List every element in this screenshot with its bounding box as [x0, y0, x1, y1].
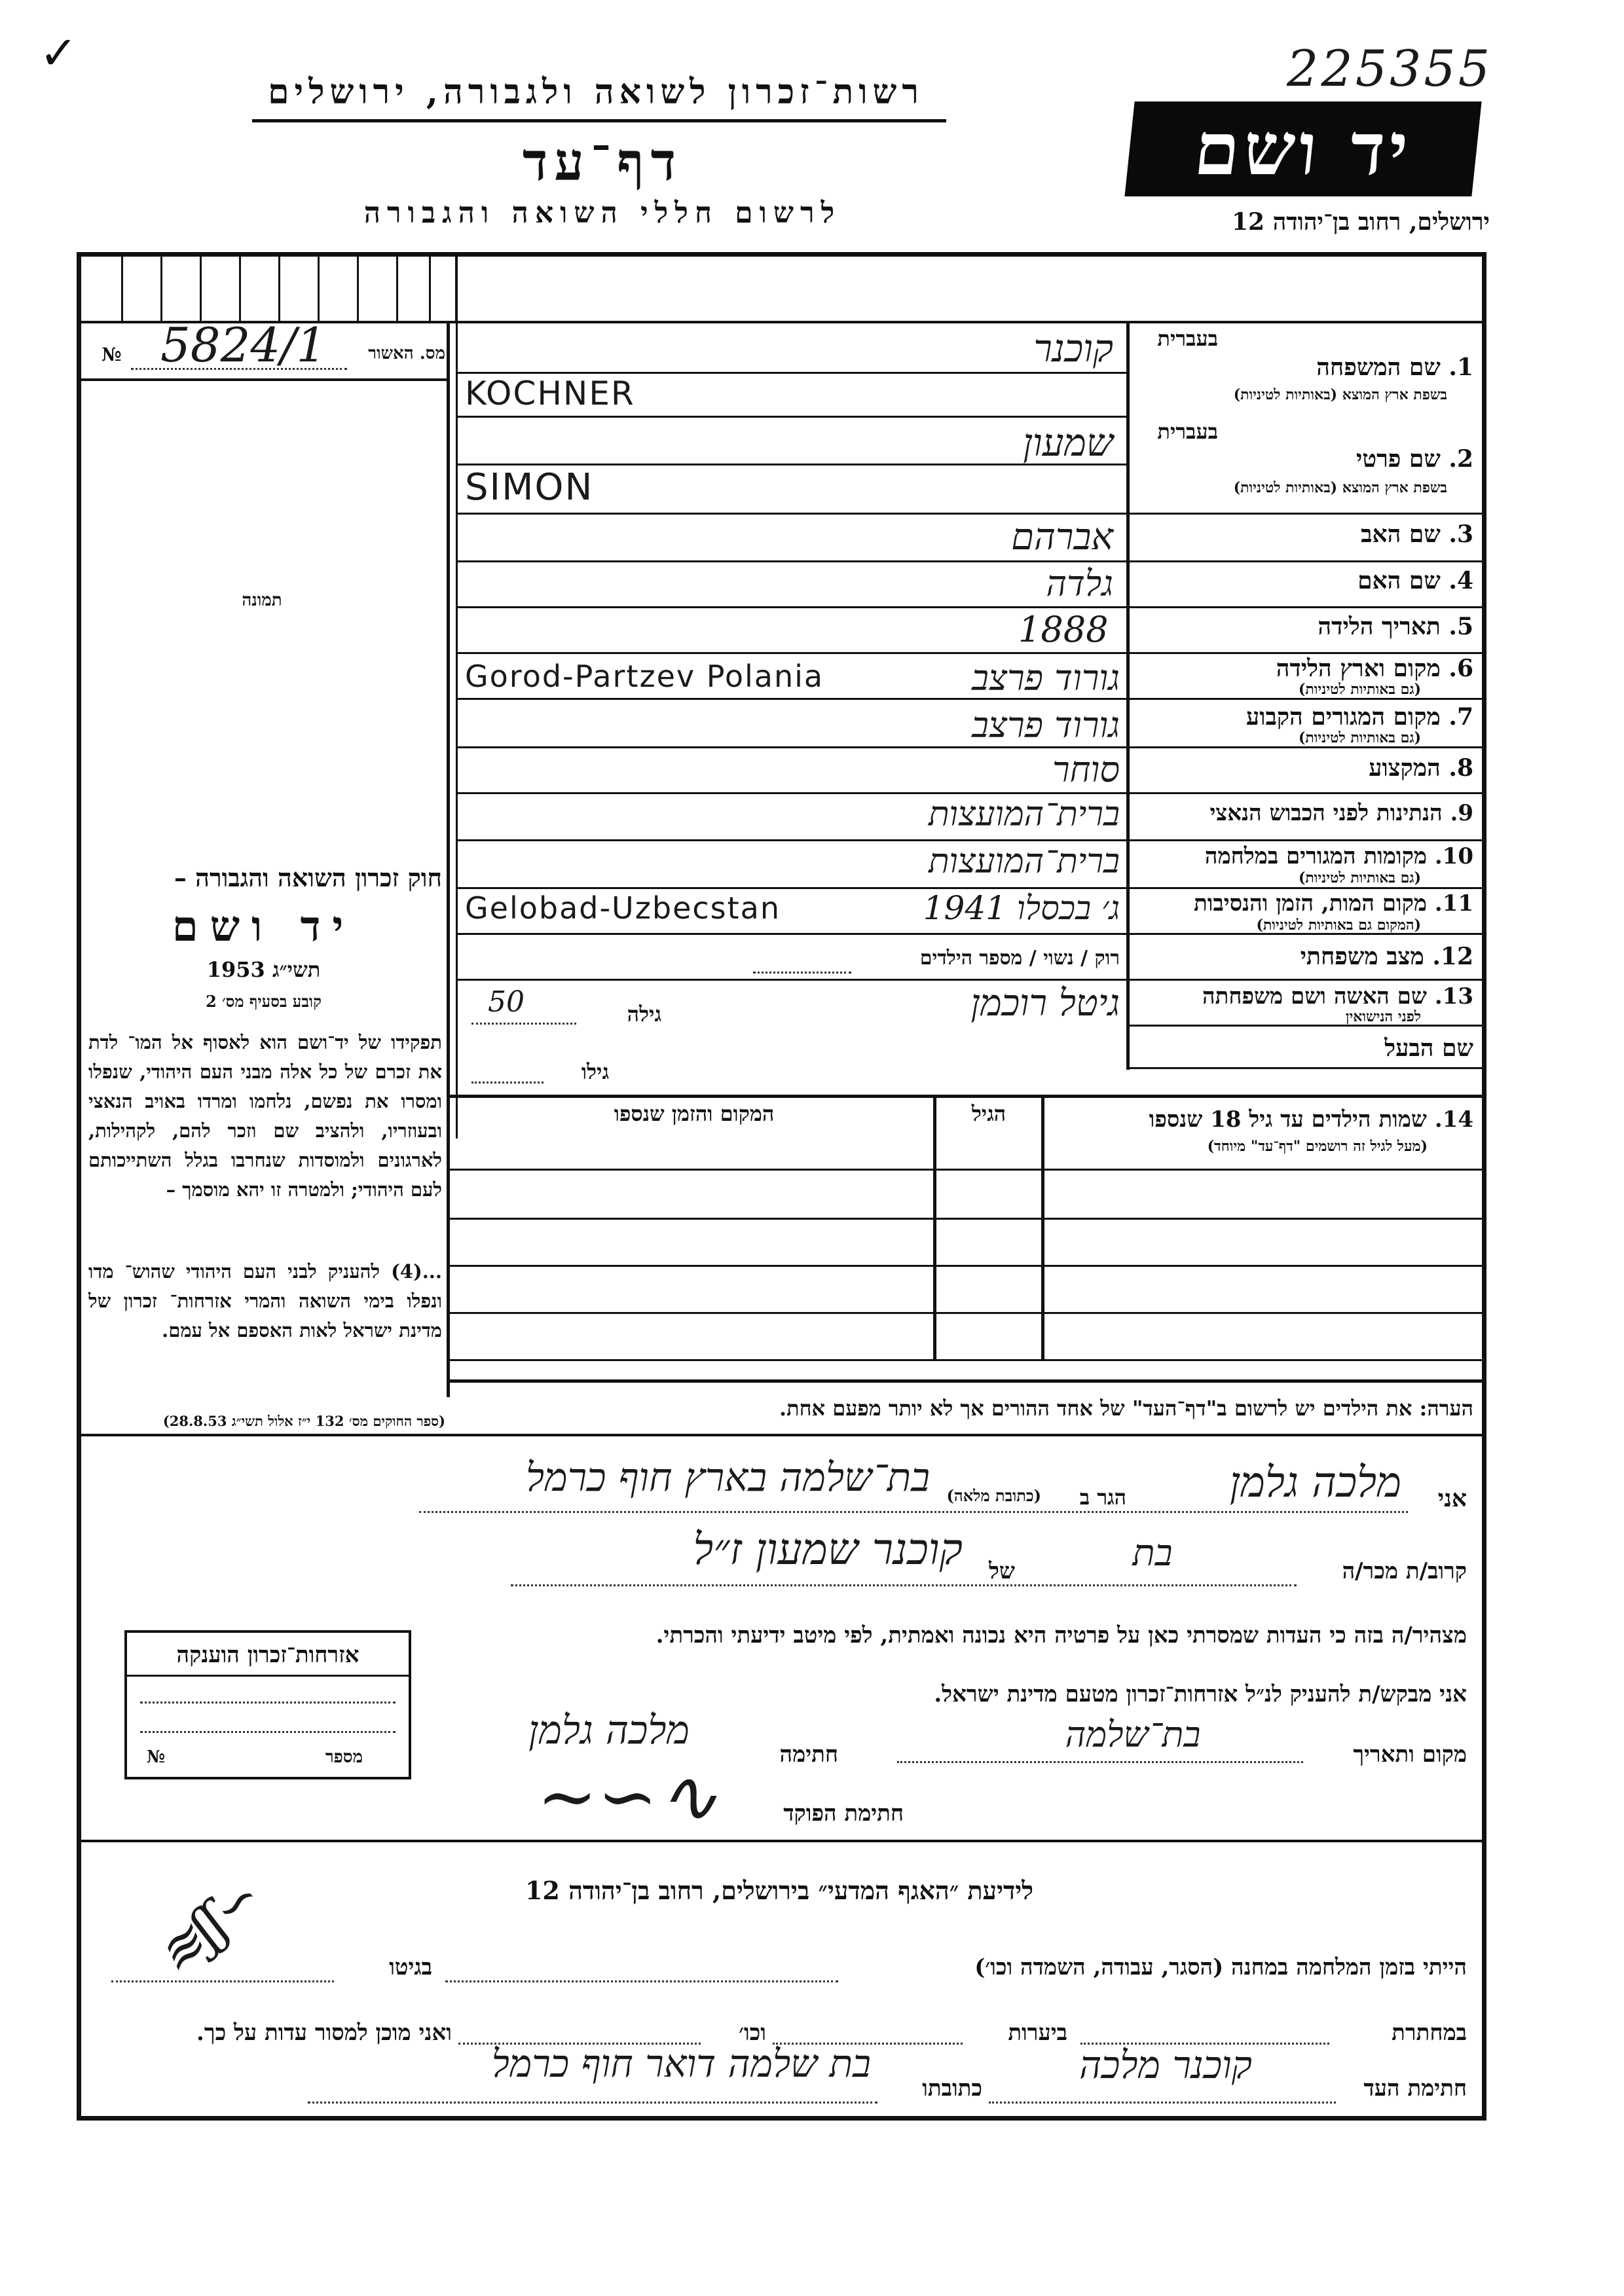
children-row-line — [450, 1312, 1482, 1314]
label-row-line — [1130, 606, 1482, 608]
bottom-etc-label: וכו׳ — [739, 2020, 766, 2046]
field-11-value-he: ג׳ בכסלו 1941 — [923, 889, 1120, 927]
label-row-line — [1130, 792, 1482, 794]
frame-right — [1482, 252, 1486, 2121]
field-10-num: 10. — [1434, 843, 1473, 869]
citizenship-box — [124, 1630, 411, 1779]
decl-relation-value: בת — [1132, 1532, 1173, 1575]
field-11-label-text: מקום המות, הזמן והנסיבות — [1193, 890, 1427, 917]
field-13-age-line — [471, 1023, 576, 1025]
citizenship-title: אזרחות־זכרון הוענקה — [176, 1642, 360, 1668]
law-clause: קובע בסעיף מס׳ 2 — [206, 992, 322, 1011]
field-2-hebrew-tag: בעברית — [1157, 419, 1218, 444]
field-6-value-latin: Gorod-Partzev Polania — [465, 659, 824, 694]
row-line — [458, 416, 1126, 418]
tick — [429, 257, 431, 322]
decl-resides-label: הגר ב — [1079, 1485, 1126, 1510]
field-5-label-text: תאריך הלידה — [1318, 613, 1441, 640]
field-1-label-text: שם המשפחה — [1316, 354, 1441, 381]
children-num: 14. — [1434, 1106, 1473, 1133]
field-6-label — [1133, 655, 1473, 682]
row-line — [458, 792, 1126, 794]
field-1-hebrew-tag: בעברית — [1157, 326, 1218, 351]
decl-i-value: מלכה גלמן — [1229, 1459, 1401, 1507]
field-9-num: 9. — [1450, 800, 1473, 826]
field-11-value-latin: Gelobad-Uzbecstan — [465, 890, 781, 926]
field-8-label-text: המקצוע — [1369, 754, 1441, 782]
tick — [278, 257, 280, 322]
row-line — [458, 933, 1126, 935]
label-row-line — [1130, 652, 1482, 654]
field-4-value: גלדה — [1046, 563, 1113, 604]
label-row-line — [1130, 698, 1482, 700]
sidebar-divider — [447, 323, 450, 1397]
note-bottom — [81, 1434, 1482, 1436]
field-11-label — [1133, 890, 1473, 917]
husband-age-line — [471, 1082, 544, 1084]
field-6-num: 6. — [1449, 655, 1473, 682]
field-3-label — [1133, 520, 1473, 548]
field-7-num: 7. — [1449, 703, 1473, 731]
form-title: דף־עד — [522, 131, 683, 192]
row-line — [458, 513, 1126, 515]
children-col-age: הגיל — [971, 1101, 1006, 1126]
tick — [357, 257, 359, 322]
tick — [121, 257, 123, 322]
field-1-sub: בשפת ארץ המוצא (באותיות לטיניות) — [1233, 386, 1447, 403]
label-row-line — [1130, 979, 1482, 981]
children-sub: (מעל לגיל זה רושמים "דף־עד" מיוחד) — [1207, 1138, 1428, 1155]
field-13-age-label: גילה — [627, 1002, 661, 1027]
decl-of-label: של — [989, 1558, 1015, 1584]
law-ref: (ספר החוקים מס׳ 132 י״ז אלול תשי״ג 28.8.53) — [162, 1413, 445, 1429]
note-top — [450, 1379, 1482, 1383]
check-mark: ✓ — [39, 26, 78, 80]
authority-name: רשות־זכרון לשואה ולגבורה, ירושלים — [268, 72, 924, 112]
bottom-ghetto-label: בגיטו — [389, 1954, 432, 1980]
tick — [396, 257, 398, 322]
field-5-num: 5. — [1449, 613, 1473, 640]
decl-signature-value: מלכה גלמן — [528, 1707, 690, 1753]
law-year: תשי״ג 1953 — [206, 957, 321, 982]
bottom-address-value: בת שלמה דואר חוף כרמל — [491, 2041, 871, 2086]
citizenship-line — [140, 1702, 396, 1704]
children-label-text: שמות הילדים עד גיל 18 שנספו — [1149, 1106, 1427, 1133]
field-4-label-text: שם האם — [1357, 567, 1441, 594]
field-7-sub: (גם באותיות לטיניות) — [1298, 729, 1421, 746]
bottom-forests-label: ביערות — [1008, 2020, 1067, 2046]
field-3-value: אברהם — [1011, 516, 1113, 558]
row-line — [458, 746, 1126, 748]
authority-underline — [252, 119, 946, 122]
field-5-value: 1888 — [1018, 609, 1109, 650]
officer-signature: ∼∽∿ — [537, 1755, 718, 1838]
field-6-value-he: גורוד פרצב — [971, 657, 1120, 699]
field-9-label — [1133, 800, 1473, 826]
field-6-sub: (גם באותיות לטיניות) — [1298, 681, 1421, 698]
field-3-num: 3. — [1449, 520, 1473, 548]
field-2-value-latin: SIMON — [465, 466, 594, 509]
bottom-address-line — [308, 2102, 877, 2104]
field-13-sub: לפני הנישואין — [1345, 1008, 1421, 1025]
field-7-value: גורוד פרצב — [971, 704, 1120, 746]
label-row-line — [1130, 887, 1482, 889]
id-label: מס. האשור — [368, 344, 445, 363]
bottom-address-label: כתובתו — [922, 2075, 982, 2102]
field-8-num: 8. — [1449, 754, 1473, 782]
row-line — [458, 560, 1126, 562]
field-12-num: 12. — [1432, 943, 1473, 970]
field-2-value-he: שמעון — [1023, 420, 1113, 465]
row-line — [458, 372, 1126, 374]
bottom-partisans-label: במחתרת — [1392, 2020, 1467, 2046]
children-row-line — [450, 1169, 1482, 1171]
tick — [318, 257, 320, 322]
decl-address-value: בת־שלמה בארץ חוף כרמל — [526, 1455, 930, 1501]
field-7-label — [1133, 703, 1473, 731]
address: ירושלים, רחוב בן־יהודה 12 — [1231, 208, 1490, 236]
field-8-value: סוחר — [1052, 749, 1120, 790]
label-row-line — [1130, 560, 1482, 562]
citizenship-no-label: № — [147, 1747, 166, 1767]
bottom-ready-label: ואני מוכן למסור עדות על כך. — [196, 2020, 452, 2046]
tick — [239, 257, 241, 322]
field-13-age-value: 50 — [488, 985, 525, 1019]
children-col-2 — [1041, 1098, 1044, 1360]
bottom-witness-sig-label: חתימת העד — [1363, 2075, 1467, 2102]
label-divider — [1126, 323, 1130, 1070]
field-1-label — [1133, 354, 1473, 381]
decl-resides-sub: (כתובת מלאה) — [946, 1486, 1041, 1505]
field-13-num: 13. — [1434, 983, 1473, 1010]
field-12-line — [753, 972, 851, 974]
label-row-line — [1130, 746, 1482, 748]
id-value: 5824/1 — [160, 318, 327, 373]
frame-top — [77, 252, 1486, 257]
field-10-sub: (גם באותיות לטיניות) — [1298, 869, 1421, 886]
decl-i-label: אני — [1437, 1485, 1467, 1512]
field-8-label — [1133, 754, 1473, 782]
decl-place-line — [897, 1761, 1303, 1763]
law-name: יד ושם — [172, 902, 356, 951]
children-row-line — [450, 1359, 1482, 1361]
field-12-options: רוק / נשוי / מספר הילדים — [919, 947, 1120, 970]
children-row-line — [450, 1265, 1482, 1267]
id-line — [131, 368, 347, 370]
field-13-label — [1133, 983, 1473, 1010]
label-row-line — [1130, 839, 1482, 841]
field-12-label-text: מצב משפחתי — [1300, 943, 1424, 970]
field-10-label-text: מקומות המגורים במלחמה — [1204, 843, 1427, 869]
case-number: 225355 — [1287, 39, 1493, 98]
field-13-label-text: שם האשה ושם משפחתה — [1202, 983, 1427, 1010]
decl-statement-1: מצהיר/ה בזה כי העדות שמסרתי כאן על פרטיה היא נכונה ואמתית, לפי מיטב ידיעתי והכרתי. — [655, 1622, 1467, 1649]
photo-label: תמונה — [242, 591, 282, 610]
row-line — [458, 652, 1126, 654]
field-13-value: גיטל רוכמן — [970, 982, 1120, 1025]
decl-place-date-value: בת־שלמה — [1065, 1714, 1201, 1755]
decl-place-date-label: מקום ותאריך — [1353, 1741, 1467, 1768]
field-9-value: ברית־המועצות — [928, 795, 1120, 834]
row-line — [458, 606, 1126, 608]
label-row-line — [1130, 513, 1482, 515]
ticks-right-edge — [455, 257, 458, 323]
husband-label: שם הבעל — [1384, 1034, 1473, 1062]
scrawled-signature: ≋ʃʃ∽ — [144, 1865, 273, 1987]
field-10-label — [1133, 843, 1473, 869]
row-line — [458, 839, 1126, 841]
law-text-2: ...(4) להעניק לבני העם היהודי שהוש־ מדו ונפלו בימי השואה והמרי אזרחות־ זכרון של מדינת ישראל לאות האספם אל עמם. — [88, 1260, 442, 1341]
bottom-witness-line — [989, 2102, 1336, 2104]
decl-line-1 — [419, 1511, 1408, 1513]
law-text-1: תפקידו של יד־ושם הוא לאסוף אל המו־ לדת את זכרם של כל אלה מבני העם היהודי, שנפלו ומסרו את נפשם, נלחמו ומרדו באויב הנאצי ובעוזריו, ולהציב שם וזכר להם, לקהילות, לארגונים ולמוסדות שנחרבו בגלל השתייכותם לעם היהודי; ולמטרה זו יהא מוסמך – — [88, 1031, 442, 1201]
field-1-value-he: קוכנר — [1033, 326, 1113, 371]
sidebar-divider-inner — [456, 323, 458, 1139]
bottom-witness-sig-value: קוכנר מלכה — [1079, 2043, 1252, 2087]
bottom-camp-label: הייתי בזמן המלחמה במחנה (הסגר, עבודה, השמדה וכו׳) — [974, 1954, 1467, 1980]
bottom-camp-line — [445, 1980, 838, 1982]
field-1-num: 1. — [1449, 354, 1473, 381]
field-4-label — [1133, 567, 1473, 594]
field-5-label — [1133, 613, 1473, 640]
bottom-ghetto-line — [111, 1980, 334, 1982]
logo-text: יד ושם — [1190, 107, 1416, 191]
bottom-title: לידיעת ״האגף המדעי״ בירושלים, רחוב בן־יהודה 12 — [525, 1876, 1034, 1905]
field-12-label — [1133, 943, 1473, 970]
children-top — [450, 1095, 1482, 1098]
field-2-label-text: שם פרטי — [1356, 445, 1441, 473]
field-2-label — [1133, 445, 1473, 473]
field-3-label-text: שם האב — [1361, 520, 1441, 548]
tick — [160, 257, 162, 322]
field-9-label-text: הנתינות לפני הכבוש הנאצי — [1209, 800, 1443, 826]
label-row-line — [1130, 1067, 1482, 1069]
children-col-1 — [933, 1098, 936, 1360]
field-10-value: ברית־המועצות — [928, 842, 1120, 881]
note-text: הערה: את הילדים יש לרשום ב"דף־העד" של אחד ההורים אך לא יותר מפעם אחת. — [779, 1396, 1473, 1421]
field-2-sub: בשפת ארץ המוצא (באותיות לטיניות) — [1233, 479, 1447, 496]
sidebar-id-divider — [81, 378, 448, 381]
field-11-sub: (המקום גם באותיות לטיניות) — [1256, 917, 1421, 934]
decl-signature-label: חתימה — [779, 1741, 838, 1768]
bottom-divider — [81, 1840, 1482, 1842]
field-4-num: 4. — [1449, 567, 1473, 594]
frame-left — [77, 252, 81, 2121]
decl-statement-2: אני מבקש/ת להעניק לנ״ל אזרחות־זכרון מטעם מדינת ישראל. — [934, 1681, 1467, 1707]
decl-line-2 — [511, 1584, 1297, 1586]
decl-relative-label: קרוב/ת מכר/ה — [1342, 1558, 1467, 1584]
field-7-label-text: מקום המגורים הקבוע — [1246, 703, 1441, 731]
husband-age-label: גילו — [581, 1059, 609, 1084]
citizenship-line — [140, 1731, 396, 1733]
form-subtitle: לרשום חללי השואה והגבורה — [363, 196, 841, 230]
field-2-num: 2. — [1449, 445, 1473, 473]
tick — [200, 257, 202, 322]
row-line — [458, 979, 1126, 981]
children-col-place: המקום והזמן שנספו — [614, 1101, 775, 1126]
field-6-label-text: מקום וארץ הלידה — [1276, 655, 1441, 682]
field-11-num: 11. — [1434, 890, 1473, 917]
citizenship-title-line — [127, 1675, 409, 1677]
frame-bottom — [77, 2116, 1486, 2121]
law-title: חוק זכרון השואה והגבורה – — [174, 863, 442, 892]
children-label — [1048, 1106, 1473, 1133]
field-1-value-latin: KOCHNER — [465, 374, 635, 412]
decl-of-value: קוכנר שמעון ז״ל — [693, 1524, 963, 1575]
citizenship-number-label: מספר — [325, 1747, 363, 1767]
decl-officer-label: חתימת הפוקד — [783, 1800, 904, 1827]
yad-vashem-logo — [1124, 101, 1481, 196]
id-no-label: № — [101, 344, 122, 365]
children-row-line — [450, 1218, 1482, 1220]
